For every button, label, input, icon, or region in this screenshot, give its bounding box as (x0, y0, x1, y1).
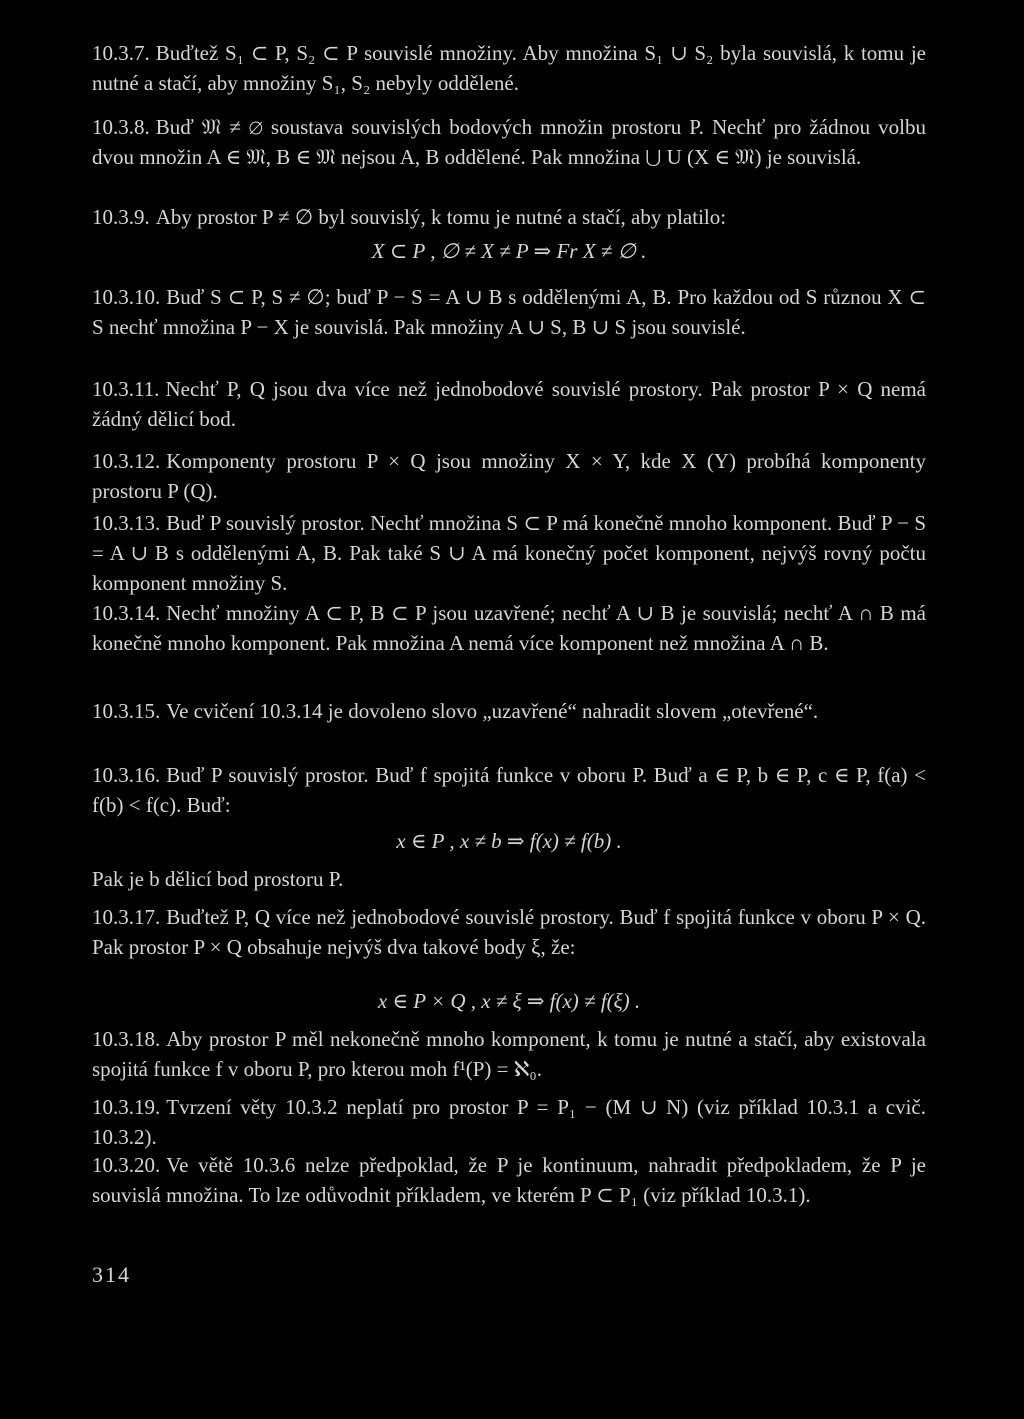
exercise-number: 10.3.14. (92, 601, 161, 625)
exercise-10-3-9 (92, 202, 926, 232)
exercise-text: Ve cvičení 10.3.14 je dovoleno slovo „uzavřené“ nahradit slovem „otevřené“. (166, 699, 819, 723)
exercise-10-3-16 (92, 760, 926, 820)
exercise-10-3-18 (92, 1024, 926, 1084)
exercise-text: Aby prostor P měl nekonečně mnoho komponent, k tomu je nutné a stačí, aby existovala spojitá funkce f v oboru P, pro kterou moh f¹(P) = ℵ₀. (92, 1027, 926, 1081)
exercise-10-3-17 (92, 902, 926, 962)
exercise-text: Buď P souvislý prostor. Nechť množina S ⊂ P má konečně mnoho komponent. Buď P − S = A ∪ B s oddělenými A, B. Pak také S ∪ A má konečný počet komponent, nejvýš rovný počtu komponent množiny S. (92, 511, 926, 595)
exercise-text: Buď 𝔐 ≠ ∅ soustava souvislých bodových množin prostoru P. Nechť pro žádnou volbu dvou množin A ∈ 𝔐, B ∈ 𝔐 nejsou A, B oddělené. Pak množina ⋃ U (X ∈ 𝔐) je souvislá. (92, 115, 926, 169)
exercise-number: 10.3.19. (92, 1095, 161, 1119)
formula-10-3-16: x ∈ P , x ≠ b ⇒ f(x) ≠ f(b) . (396, 829, 622, 853)
exercise-number: 10.3.16. (92, 763, 161, 787)
exercise-number: 10.3.10. (92, 285, 161, 309)
exercise-number: 10.3.15. (92, 699, 161, 723)
exercise-number: 10.3.7. (92, 41, 150, 65)
exercise-number: 10.3.13. (92, 511, 161, 535)
exercise-10-3-20 (92, 1150, 926, 1210)
exercise-text: Komponenty prostoru P × Q jsou množiny X × Y, kde X (Y) probíhá komponenty prostoru P (Q). (92, 449, 926, 503)
exercise-10-3-7 (92, 38, 926, 98)
exercise-10-3-19 (92, 1092, 926, 1152)
exercise-10-3-14 (92, 598, 926, 658)
exercise-10-3-15 (92, 696, 926, 726)
exercise-10-3-13 (92, 508, 926, 598)
formula-10-3-17: x ∈ P × Q , x ≠ ξ ⇒ f(x) ≠ f(ξ) . (377, 989, 641, 1013)
exercise-text: Buď P souvislý prostor. Buď f spojitá funkce v oboru P. Buď a ∈ P, b ∈ P, c ∈ P, f(a) < f(b) < f(c). Buď: (92, 763, 926, 817)
exercise-10-3-10 (92, 282, 926, 342)
conclusion-10-3-16: Pak je b dělicí bod prostoru P. (92, 867, 344, 891)
exercise-text: Ve větě 10.3.6 nelze předpoklad, že P je kontinuum, nahradit předpokladem, že P je souvislá množina. To lze odůvodnit příkladem, ve kterém P ⊂ P₁ (viz příklad 10.3.1). (92, 1153, 926, 1207)
exercise-10-3-8 (92, 112, 926, 172)
exercise-text: Buď S ⊂ P, S ≠ ∅; buď P − S = A ∪ B s oddělenými A, B. Pro každou od S různou X ⊂ S nechť množina P − X je souvislá. Pak množiny A ∪ S, B ∪ S jsou souvislé. (92, 285, 926, 339)
exercise-10-3-11 (92, 374, 926, 434)
exercise-number: 10.3.17. (92, 905, 161, 929)
exercise-text: Buďtež P, Q více než jednobodové souvislé prostory. Buď f spojitá funkce v oboru P × Q. Pak prostor P × Q obsahuje nejvýš dva takové body ξ, že: (92, 905, 926, 959)
exercise-number: 10.3.18. (92, 1027, 161, 1051)
formula-10-3-9: X ⊂ P , ∅ ≠ X ≠ P ⇒ Fr X ≠ ∅ . (371, 239, 647, 263)
exercise-number: 10.3.20. (92, 1153, 161, 1177)
exercise-number: 10.3.12. (92, 449, 161, 473)
exercise-number: 10.3.9. (92, 205, 150, 229)
exercise-text: Aby prostor P ≠ ∅ byl souvislý, k tomu je nutné a stačí, aby platilo: (155, 205, 727, 229)
exercise-number: 10.3.8. (92, 115, 150, 139)
exercise-text: Tvrzení věty 10.3.2 neplatí pro prostor P = P₁ − (M ∪ N) (viz příklad 10.3.1 a cvič. 10.3.2). (92, 1095, 926, 1149)
exercise-number: 10.3.11. (92, 377, 160, 401)
exercise-text: Buďtež S₁ ⊂ P, S₂ ⊂ P souvislé množiny. Aby množina S₁ ∪ S₂ byla souvislá, k tomu je nutné a stačí, aby množiny S₁, S₂ nebyly oddělené. (92, 41, 926, 95)
exercise-text: Nechť množiny A ⊂ P, B ⊂ P jsou uzavřené; nechť A ∪ B je souvislá; nechť A ∩ B má konečně mnoho komponent. Pak množina A nemá více komponent než množina A ∩ B. (92, 601, 926, 655)
page-number: 314 (92, 1262, 131, 1287)
exercise-10-3-12 (92, 446, 926, 506)
exercise-text: Nechť P, Q jsou dva více než jednobodové souvislé prostory. Pak prostor P × Q nemá žádný dělicí bod. (92, 377, 926, 431)
